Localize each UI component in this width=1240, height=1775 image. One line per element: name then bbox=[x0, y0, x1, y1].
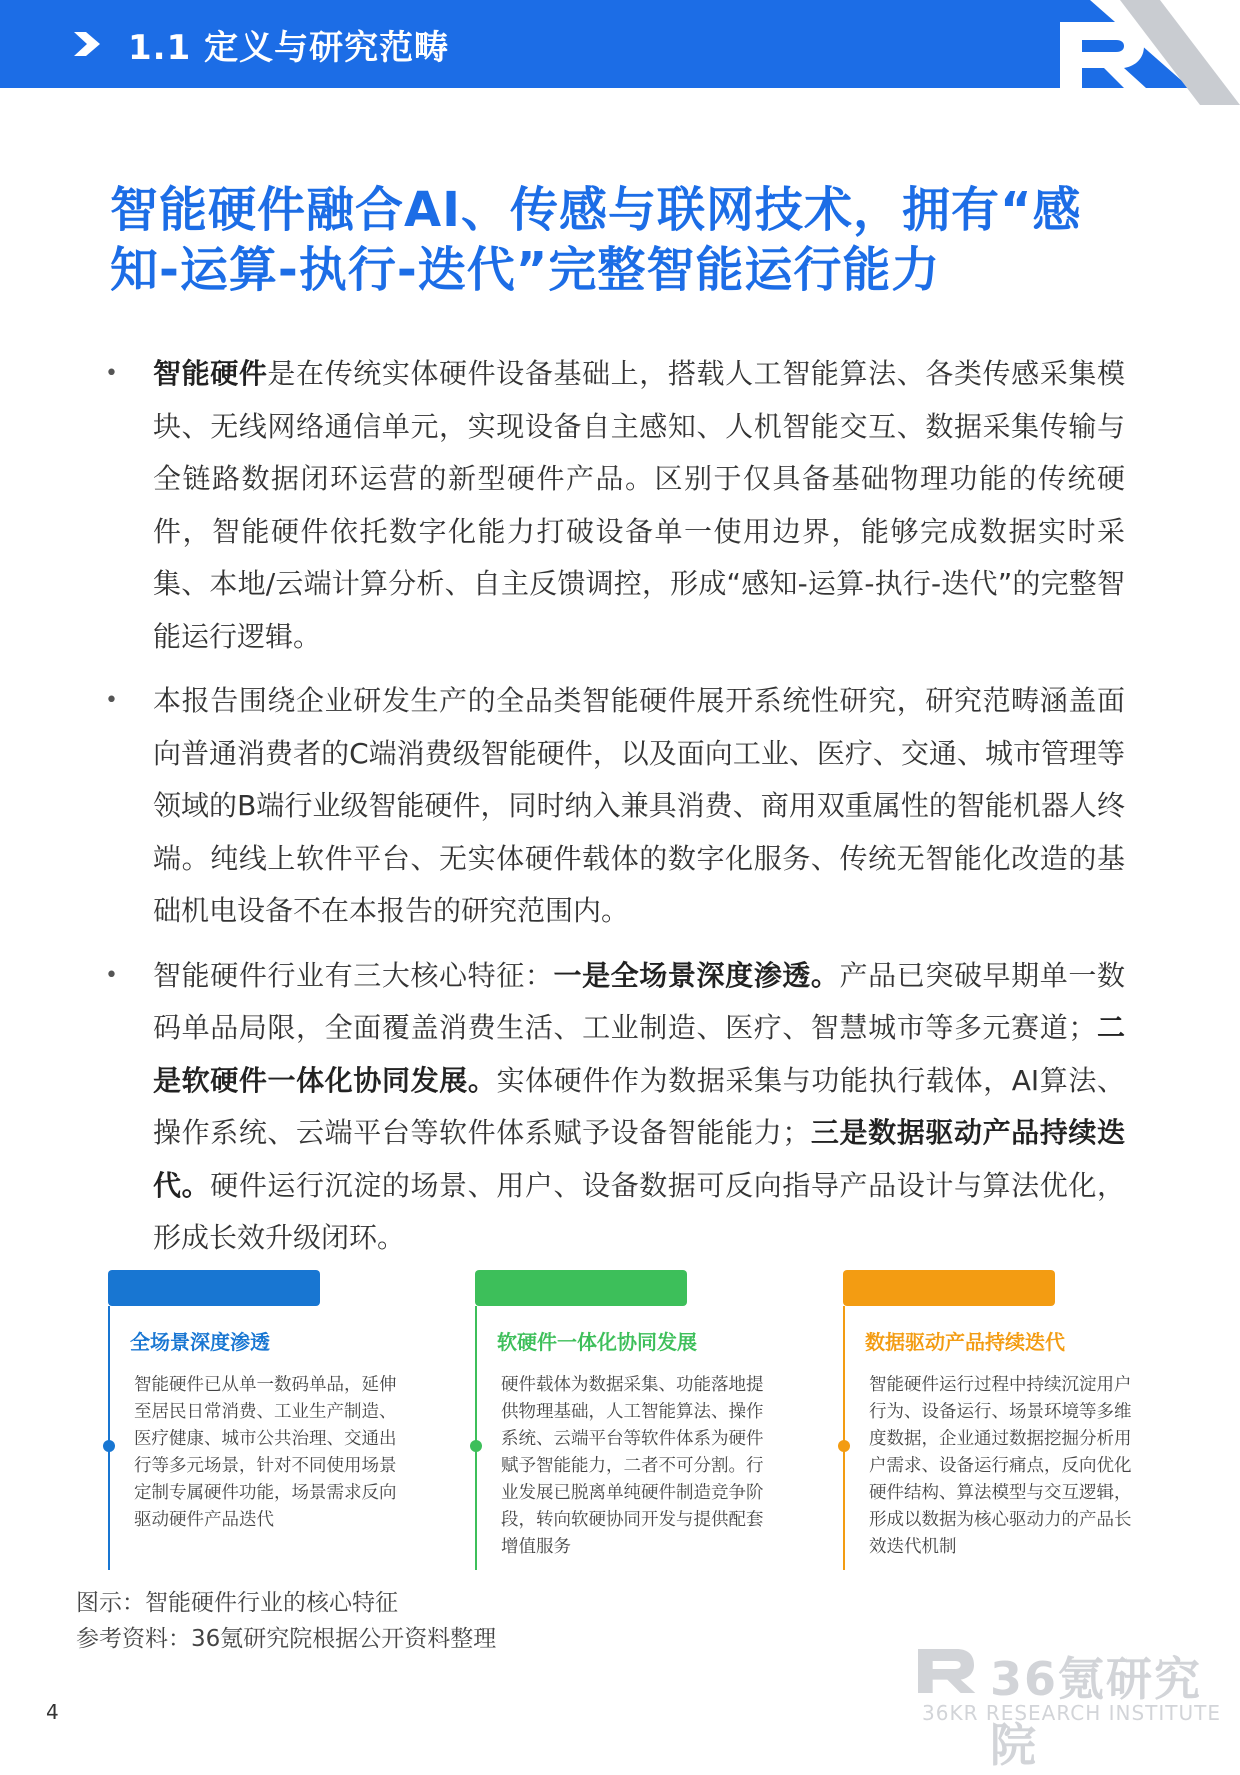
card-text: 硬件载体为数据采集、功能落地提供物理基础，人工智能算法、操作系统、云端平台等软件体系为硬件赋予智能能力，二者不可分割。行业发展已脱离单纯硬件制造竞争阶段，转向软硬协同开发与提供配套增值服务 bbox=[501, 1375, 764, 1557]
bold-feature-2: 二是软硬件一体化协同发展。 bbox=[153, 1011, 1125, 1097]
bullet-definition bbox=[105, 348, 1125, 663]
feature-card-1 bbox=[100, 1270, 400, 1570]
bullet-dot: • bbox=[105, 688, 118, 713]
watermark-subtitle: 36KR RESEARCH INSTITUTE bbox=[922, 1701, 1222, 1725]
bullet-text: 是在传统实体硬件设备基础上，搭载人工智能算法、各类传感采集模块、无线网络通信单元，实现设备自主感知、人机智能交互、数据采集传输与全链路数据闭环运营的新型硬件产品。区别于仅具备基础物理功能的传统硬件，智能硬件依托数字化能力打破设备单一使用边界，能够完成数据实时采集、本地/云端计算分析、自主反馈调控，形成“感知-运算-执行-迭代”的完整智能运行逻辑。 bbox=[153, 357, 1125, 653]
page-number: 4 bbox=[46, 1700, 59, 1724]
card-pin bbox=[838, 1440, 850, 1452]
bullet-text: 本报告围绕企业研发生产的全品类智能硬件展开系统性研究，研究范畴涵盖面向普通消费者的C端消费级智能硬件，以及面向工业、医疗、交通、城市管理等领域的B端行业级智能硬件，同时纳入兼具消费、商用双重属性的智能机器人终端。纯线上软件平台、无实体硬件载体的数字化服务、传统无智能化改造的基础机电设备不在本报告的研究范围内。 bbox=[153, 684, 1125, 927]
bullet-dot: • bbox=[105, 361, 118, 386]
card-tab bbox=[108, 1270, 320, 1306]
card-line bbox=[108, 1306, 110, 1570]
card-title: 全场景深度渗透 bbox=[130, 1330, 270, 1354]
card-line bbox=[475, 1306, 477, 1570]
card-tab bbox=[843, 1270, 1055, 1306]
bullet-text: 产品已突破早期单一数码单品局限，全面覆盖消费生活、工业制造、医疗、智慧城市等多元赛道； bbox=[153, 958, 1125, 1044]
figure-title: 图示：智能硬件行业的核心特征 bbox=[76, 1590, 398, 1616]
card-title: 数据驱动产品持续迭代 bbox=[865, 1330, 1065, 1354]
36kr-logo-icon bbox=[1060, 22, 1150, 88]
bullet-text: 实体硬件作为数据采集与功能执行载体，AI算法、操作系统、云端平台等软件体系赋予设备智能能力； bbox=[153, 1063, 1125, 1149]
chevron-right-icon bbox=[72, 30, 102, 58]
bullet-list bbox=[105, 348, 1125, 1277]
feature-card-3 bbox=[835, 1270, 1135, 1570]
card-text: 智能硬件运行过程中持续沉淀用户行为、设备运行、场景环境等多维度数据，企业通过数据挖掘分析用户需求、设备运行痛点，反向优化硬件结构、算法模型与交互逻辑，形成以数据为核心驱动力的产品长效迭代机制 bbox=[869, 1375, 1132, 1557]
bullet-text: 硬件运行沉淀的场景、用户、设备数据可反向指导产品设计与算法优化，形成长效升级闭环。 bbox=[153, 1168, 1125, 1254]
bullet-scope bbox=[105, 675, 1125, 938]
bullet-text: 智能硬件行业有三大核心特征： bbox=[153, 958, 554, 992]
card-line bbox=[843, 1306, 845, 1570]
headline: 智能硬件融合AI、传感与联网技术，拥有“感知-运算-执行-迭代”完整智能运行能力 bbox=[110, 182, 1082, 298]
watermark bbox=[918, 1643, 1222, 1772]
bold-feature-1: 一是全场景深度渗透。 bbox=[553, 958, 840, 992]
bullet-features bbox=[105, 950, 1125, 1265]
card-text: 智能硬件已从单一数码单品，延伸至居民日常消费、工业生产制造、医疗健康、城市公共治理、交通出行等多元场景，针对不同使用场景定制专属硬件功能，场景需求反向驱动硬件产品迭代 bbox=[134, 1375, 397, 1530]
36kr-watermark-logo-icon bbox=[918, 1645, 978, 1697]
feature-cards bbox=[100, 1270, 1150, 1570]
figure-source: 参考资料：36氪研究院根据公开资料整理 bbox=[76, 1626, 497, 1652]
card-pin bbox=[470, 1440, 482, 1452]
bold-lead: 智能硬件 bbox=[153, 357, 268, 390]
watermark-name: 36氪研究院 bbox=[990, 1652, 1203, 1772]
bold-feature-3: 三是数据驱动产品持续迭代。 bbox=[153, 1116, 1125, 1202]
figure-caption bbox=[76, 1585, 496, 1657]
page-header bbox=[0, 0, 1240, 88]
section-title: 1.1 定义与研究范畴 bbox=[128, 28, 450, 68]
card-pin bbox=[103, 1440, 115, 1452]
card-title: 软硬件一体化协同发展 bbox=[497, 1330, 697, 1354]
card-tab bbox=[475, 1270, 687, 1306]
bullet-dot: • bbox=[105, 962, 118, 988]
feature-card-2 bbox=[467, 1270, 767, 1570]
